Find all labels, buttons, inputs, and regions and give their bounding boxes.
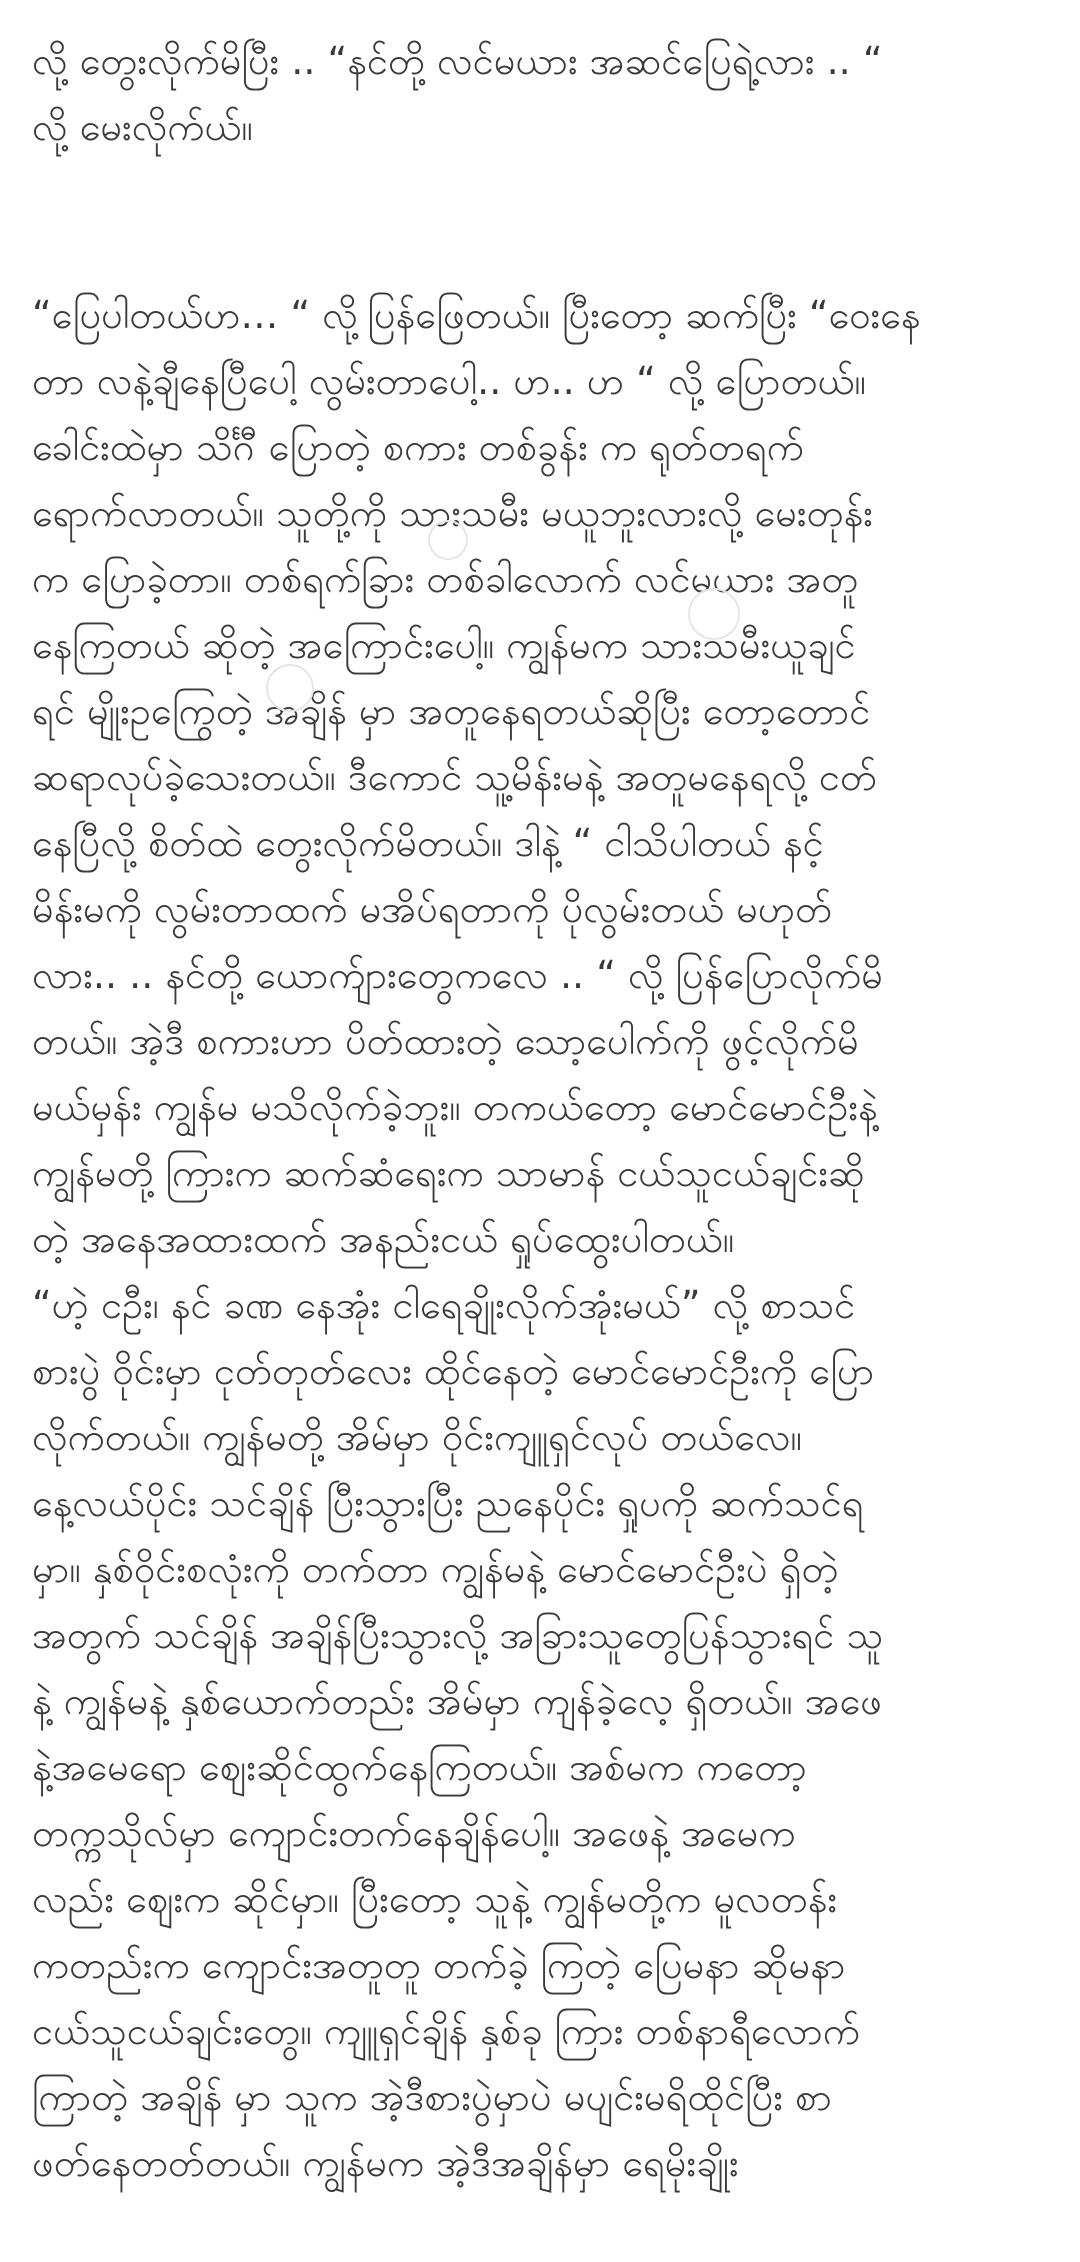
text-line: ဖတ်နေတတ်တယ်။ ကျွန်မက အဲ့ဒီအချိန်မှာ ရေမိုးချိုး [32, 2141, 739, 2185]
text-line: ရင် မျိုးဥကြွေတဲ့ အချိန် မှာ အတူနေရတယ်ဆိုပြီး တော့တောင် [32, 689, 871, 733]
text-line: ခေါင်းထဲမှာ သိင်္ဂီ ပြောတဲ့ စကား တစ်ခွန်း က ရုတ်တရက် [32, 425, 804, 469]
text-line: တက္ကသိုလ်မှာ ကျောင်းတက်နေချိန်ပေါ့။ အဖေနဲ့ အမေက [32, 1811, 796, 1855]
text-line: မှာ။ နှစ်ဝိုင်းစလုံးကို တက်တာ ကျွန်မနဲ့ မောင်မောင်ဦးပဲ ရှိတဲ့ [32, 1547, 839, 1591]
article-fragment-top [32, 0, 1052, 160]
touch-ripple-indicator [688, 588, 740, 640]
article-body[interactable] [32, 282, 1052, 2262]
text-line: အတွက် သင်ချိန် အချိန်ပြီးသွားလို့ အခြားသူတွေပြန်သွားရင် သူ [32, 1613, 884, 1657]
text-line: နဲ့ ကျွန်မနဲ့ နှစ်ယောက်တည်း အိမ်မှာ ကျန်ခဲ့လေ့ ရှိတယ်။ အဖေ [32, 1679, 882, 1723]
text-line: လား.. .. နင်တို့ ယောက်ျားတွေကလေ .. “ လို့ ပြန်ပြောလိုက်မိ [32, 953, 883, 997]
text-line: နေပြီလို့ စိတ်ထဲ တွေးလိုက်မိတယ်။ ဒါနဲ့ “ ငါသိပါတယ် နင့် [32, 821, 824, 865]
text-line: က ပြောခဲ့တာ။ တစ်ရက်ခြား တစ်ခါလောက် လင်မယား အတူ [32, 557, 859, 601]
text-line: နေ့လယ်ပိုင်း သင်ချိန် ပြီးသွားပြီး ညနေပိုင်း ရှုပကို ဆက်သင်ရ [32, 1481, 864, 1525]
text-line: “ဟဲ့ ငဦး၊ နင် ခဏ နေအုံး ငါရေချိုးလိုက်အုံးမယ်” လို့ စာသင် [32, 1283, 856, 1327]
text-line: နေကြတယ် ဆိုတဲ့ အကြောင်းပေါ့။ ကျွန်မက သားသမီးယူချင် [32, 623, 856, 667]
text-line [32, 2196, 1052, 2262]
text-line: ကြာတဲ့ အချိန် မှာ သူက အဲ့ဒီစားပွဲမှာပဲ မပျင်းမရိထိုင်ပြီး စာ [32, 2075, 833, 2119]
text-line: မယ်မှန်း ကျွန်မ မသိလိုက်ခဲ့ဘူး။ တကယ်တော့ မောင်မောင်ဦးနဲ့ [32, 1085, 878, 1129]
text-line: စားပွဲ ဝိုင်းမှာ ငုတ်တုတ်လေး ထိုင်နေတဲ့ မောင်မောင်ဦးကို ပြော [32, 1349, 875, 1393]
text-line [32, 0, 1052, 28]
text-line: ရောက်လာတယ်။ သူတို့ကို သားသမီး မယူဘူးလားလို့ မေးတုန်း [32, 491, 873, 535]
text-line: ဆရာလုပ်ခဲ့သေးတယ်။ ဒီကောင် သူ့မိန်းမနဲ့ အတူမနေရလို့ ငတ် [32, 755, 877, 799]
text-line: လို့ မေးလိုက်ယ်။ [32, 105, 253, 149]
text-line: လို့ တွေးလိုက်မိပြီး .. “နင်တို့ လင်မယား အဆင်ပြေရဲ့လား .. “ [32, 39, 883, 83]
touch-ripple-indicator [428, 520, 468, 560]
text-line: ကျွန်မတို့ ကြားက ဆက်ဆံရေးက သာမာန် ငယ်သူငယ်ချင်းဆို [32, 1151, 865, 1195]
text-line: “ပြေပါတယ်ဟ… “ လို့ပြန်ဖြေတယ်။ ပြီးတော့ ဆက်ပြီး “ဝေးနေ [32, 293, 921, 337]
text-line: နဲ့အမေရော ဈေးဆိုင်ထွက်နေကြတယ်။ အစ်မက ကတော့ [32, 1745, 807, 1789]
text-line: လည်း ဈေးက ဆိုင်မှာ။ ပြီးတော့ သူနဲ့ ကျွန်မတို့က မူလတန်း [32, 1877, 838, 1921]
touch-ripple-indicator [266, 664, 314, 712]
text-line: တာ လနဲ့ချီနေပြီပေါ့ လွမ်းတာပေါ့.. ဟ.. ဟ “ လို့ ပြောတယ်။ [32, 359, 866, 403]
text-line: တယ်။ အဲ့ဒီ စကားဟာ ပိတ်ထားတဲ့ သော့ပေါက်ကို ဖွင့်လိုက်မိ [32, 1019, 859, 1063]
text-line: လိုက်တယ်။ ကျွန်မတို့ အိမ်မှာ ဝိုင်းကျူရှင်လုပ် တယ်လေ။ [32, 1415, 803, 1459]
text-line: ငယ်သူငယ်ချင်းတွေ။ ကျူရှင်ချိန် နှစ်ခု ကြား တစ်နာရီလောက် [32, 2009, 861, 2053]
text-line: ကတည်းက ကျောင်းအတူတူ တက်ခဲ့ ကြတဲ့ ပြေမနာ ဆိုမနာ [32, 1943, 846, 1987]
text-line: တဲ့ အနေအထားထက် အနည်းငယ် ရှုပ်ထွေးပါတယ်။ [32, 1217, 735, 1261]
text-line: မိန်းမကို လွမ်းတာထက် မအိပ်ရတာကို ပိုလွမ်းတယ် မဟုတ် [32, 887, 833, 931]
